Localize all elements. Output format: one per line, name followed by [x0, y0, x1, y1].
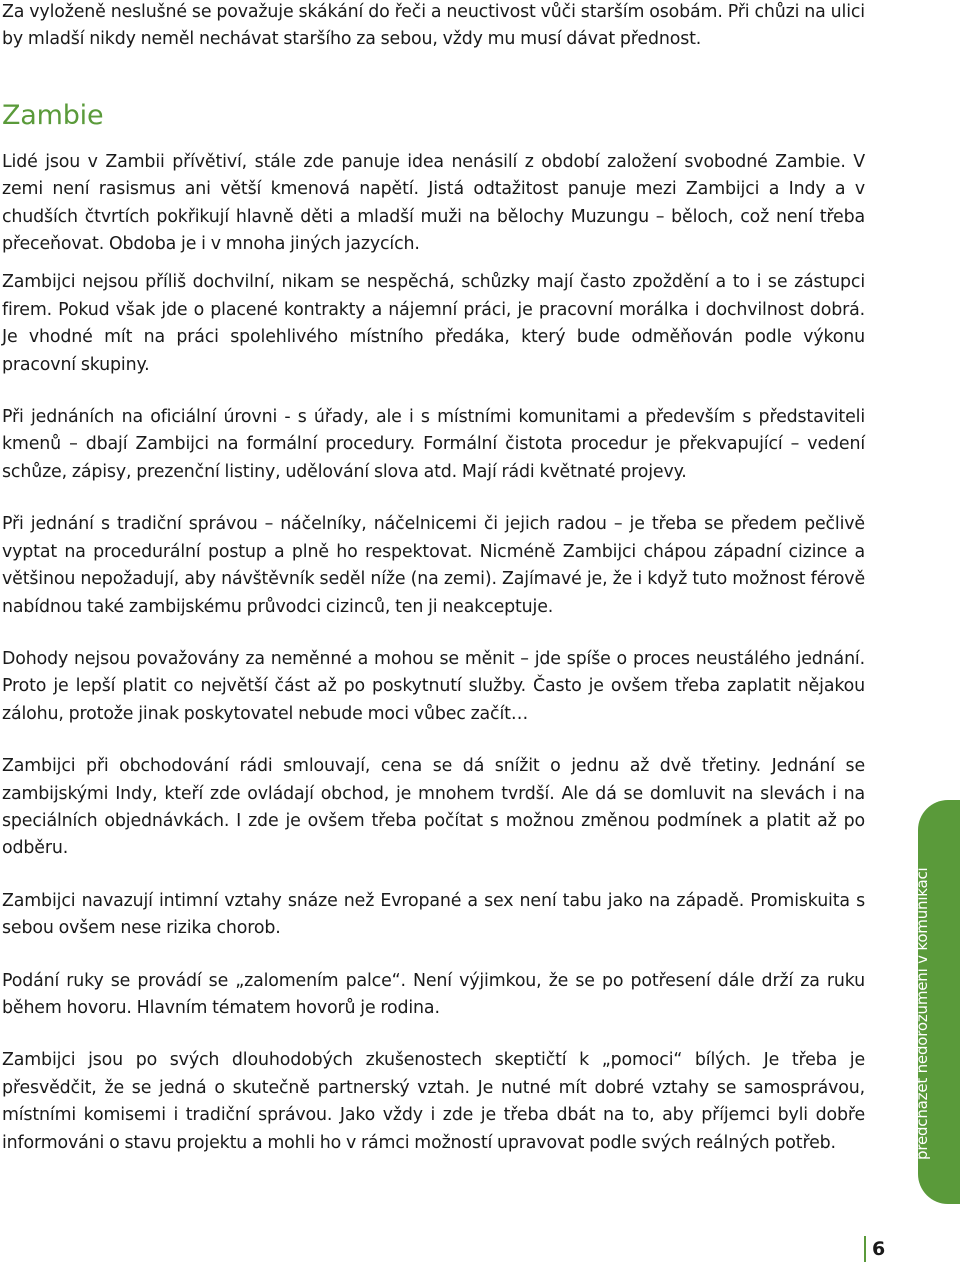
page-number-divider [864, 1236, 866, 1262]
paragraph-8: Podání ruky se provádí se „zalomením palce“. Není výjimkou, že se po potřesení dále drží za ruku během hovoru. Hlavním tématem hovorů je rodina. [2, 970, 865, 1018]
paragraph-1: Lidé jsou v Zambii přívětiví, stále zde panuje idea nenásilí z období založení svobodné Zambie. V zemi není rasismus ani větší kmenová napětí. Jistá odtažitost panuje mezi Zambijci a Indy a v chudších čtvrtích pokřikují hlavně děti a mladší muži na bělochy Muzungu – běloch, což není třeba přeceňovat. Obdoba je i v mnoha jiných jazycích. [2, 151, 865, 255]
side-tab-label: předcházet nedorozumění v komunikaci [913, 867, 931, 1160]
paragraph-7: Zambijci navazují intimní vztahy snáze než Evropané a sex není tabu jako na západě. Promiskuita s sebou ovšem nese rizika chorob. [2, 890, 865, 939]
paragraph-4: Při jednání s tradiční správou – náčelníky, náčelnicemi či jejich radou – je třeba se předem pečlivě vyptat na procedurální postup a plně ho respektovat. Nicméně Zambijci chápou západní cizince a většinou nepožadují, aby návštěvník seděl níže (na zemi). Zajímavé je, že i když tuto možnost férově nabídnou také zambijskému průvodci cizinců, ten ji neakceptuje. [2, 514, 865, 617]
paragraph-6: Zambijci při obchodování rádi smlouvají, cena se dá snížit o jednu až dvě třetiny. Jednání se zambijskými Indy, kteří zde ovládají obchod, je mnohem tvrdší. Ale dá se domluvit na slevách i na speciálních objednávkách. I zde je ovšem třeba počítat s možnou změnou podmínek a platit až po odběru. [2, 756, 865, 859]
page-content [2, 0, 865, 1157]
paragraph-2: Zambijci nejsou příliš dochvilní, nikam se nespěchá, schůzky mají často zpoždění a to i se zástupci firem. Pokud však jde o placené kontrakty a nájemní práci, je pracovní morálka i dochvilnost dobrá. Je vhodné mít na práci spolehlivého místního předáka, který bude odměňován podle výkonu pracovní skupiny. [2, 272, 865, 375]
page-number-block [864, 1236, 885, 1262]
paragraph-9: Zambijci jsou po svých dlouhodobých zkušenostech skeptičtí k „pomoci“ bílých. Je třeba je přesvědčit, že se jedná o skutečně partnerský vztah. Je nutné mít dobré vztahy se samosprávou, místními komisemi i tradiční správou. Jako vždy i zde je třeba dbát na to, aby příjemci byli dobře informováni o stavu projektu a mohli ho v rámci možností upravovat podle svých reálných potřeb. [2, 1050, 865, 1153]
section-heading: Zambie [2, 99, 104, 131]
page-number: 6 [872, 1238, 886, 1260]
paragraph-5: Dohody nejsou považovány za neměnné a mohou se měnit – jde spíše o proces neustálého jednání. Proto je lepší platit co největší část až po poskytnutí služby. Často je ovšem třeba zaplatit nějakou zálohu, protože jinak poskytovatel nebude moci vůbec začít… [2, 648, 865, 724]
paragraph-3: Při jednáních na oficiální úrovni - s úřady, ale i s místními komunitami a především s představiteli kmenů – dbají Zambijci na formální procedury. Formální čistota procedur je překvapující – vedení schůze, zápisy, prezenční listiny, udělování slova atd. Mají rádi květnaté projevy. [2, 407, 865, 482]
intro-paragraph: Za vyloženě neslušné se považuje skákání do řeči a neuctivost vůči starším osobám. Při chůzi na ulici by mladší nikdy neměl nechávat staršího za sebou, vždy mu musí dávat přednost. [2, 2, 865, 50]
